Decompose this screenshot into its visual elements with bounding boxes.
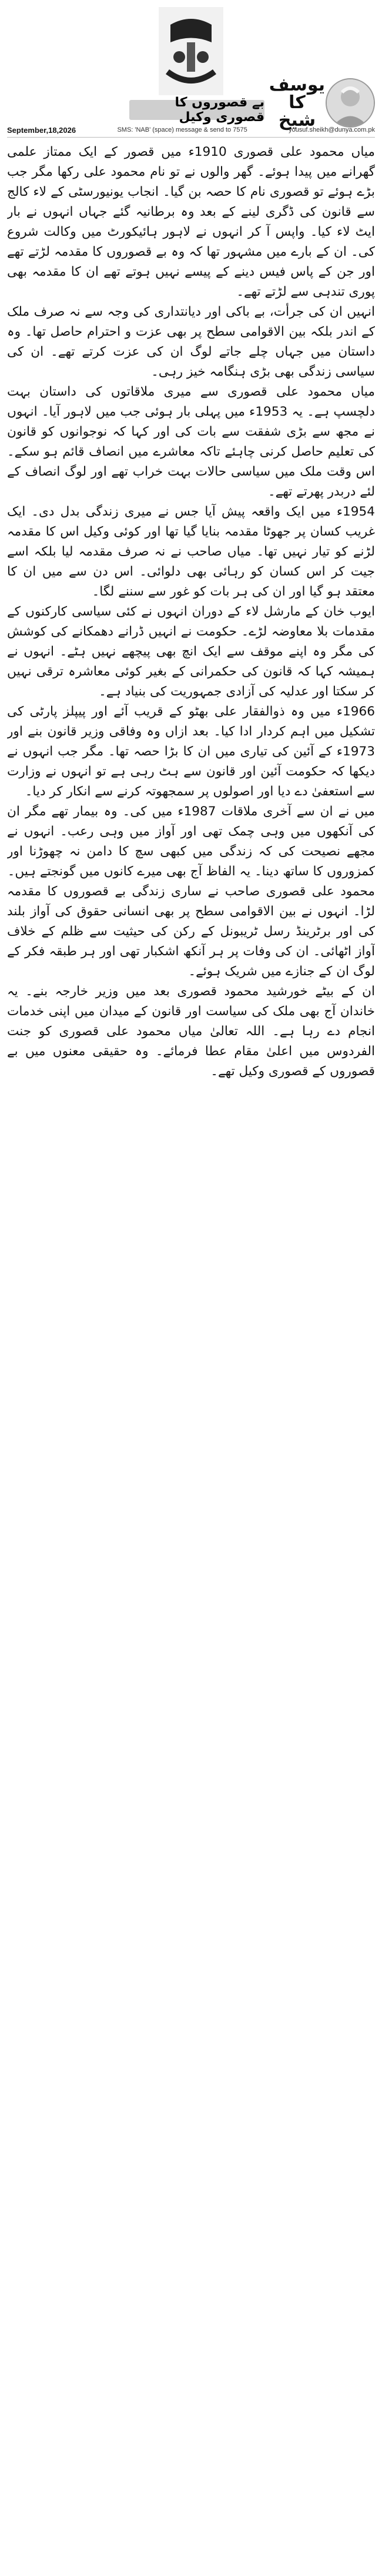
- header-divider: [7, 137, 375, 138]
- author-email: yousuf.sheikh@dunya.com.pk: [289, 126, 375, 133]
- article-paragraph: محمود علی قصوری صاحب نے ساری زندگی بے قصوروں کا مقدمہ لڑا۔ انہوں نے بین الاقوامی سطح پر بھی انسانی حقوق کی آواز بلند کی اور برٹرینڈ رسل ٹریبونل کے رکن کی حیثیت سے ظلم کے خلاف آواز اٹھائی۔ ان کی وفات پر ہر آنکھ اشکبار تھی اور ہر طبقہ فکر کے لوگ ان کے جنازے میں شریک ہوئے۔: [7, 884, 375, 979]
- author-name: یوسف کا شیخ: [269, 75, 325, 131]
- article-paragraph: 1954ء میں ایک واقعہ پیش آیا جس نے میری زندگی بدل دی۔ ایک غریب کسان پر جھوٹا مقدمہ بنایا گیا تھا اور کوئی وکیل اس کا مقدمہ لڑنے کو تیار نہیں تھا۔ میاں صاحب نے نہ صرف مقدمہ لیا بلکہ اسے جیت کر اس کسان کو رہائی بھی دلوائی۔ اس دن سے میں ان کا معتقد ہو گیا اور ان کی ہر بات کو غور سے سننے لگا۔: [7, 504, 375, 599]
- masthead: [0, 0, 382, 135]
- newspaper-logo: [159, 7, 223, 95]
- article-body: [7, 142, 375, 2570]
- author-portrait: [326, 78, 375, 128]
- dunya-logo-icon: [159, 7, 223, 95]
- column-title: بے قصوروں کا قصوری وکیل: [175, 95, 264, 125]
- article-paragraph: ایوب خان کے مارشل لاء کے دوران انہوں نے کئی سیاسی کارکنوں کے مقدمات بلا معاوضہ لڑے۔ حکومت نے انہیں ڈرانے دھمکانے کی کوشش کی مگر وہ اپنے موقف سے ایک انچ بھی پیچھے نہیں ہٹے۔ انہوں نے ہمیشہ کہا کہ قانون کی حکمرانی کے بغیر کوئی معاشرہ ترقی نہیں کر سکتا اور عدلیہ کی آزادی جمہوریت کی بنیاد ہے۔: [7, 604, 375, 699]
- article-paragraph: 1966ء میں وہ ذوالفقار علی بھٹو کے قریب آئے اور پیپلز پارٹی کی تشکیل میں اہم کردار ادا کیا۔ بعد ازاں وہ وفاقی وزیر قانون بنے اور 1973ء کے آئین کی تیاری میں ان کا بڑا حصہ تھا۔ مگر جب انہوں نے دیکھا کہ حکومت آئین اور قانون سے ہٹ رہی ہے تو انہوں نے وزارت سے استعفیٰ دے دیا اور اصولوں پر سمجھوتہ کرنے سے انکار کر دیا۔: [7, 704, 375, 799]
- article-paragraph: میاں محمود علی قصوری سے میری ملاقاتوں کی داستان بہت دلچسپ ہے۔ یہ 1953ء میں پہلی بار ہوئی جب میں لاہور آیا۔ انہوں نے مجھ سے بڑی شفقت سے بات کی اور کہا کہ نوجوانوں کو قانون کی تعلیم حاصل کرنی چاہئے تاکہ معاشرے میں انصاف قائم ہو سکے۔ اس وقت ملک میں سیاسی حالات بہت خراب تھے اور لوگ انصاف کے لئے دربدر پھرتے تھے۔: [7, 384, 375, 499]
- publish-date: September,18,2026: [7, 125, 76, 135]
- article-paragraph: انہیں ان کی جرأت، بے باکی اور دیانتداری کی وجہ سے نہ صرف ملک کے اندر بلکہ بین الاقوامی سطح پر بھی عزت و احترام حاصل تھا۔ وہ داستان میں جہاں چلے جاتے لوگ ان کی عزت کرتے تھے۔ ان کی سیاسی زندگی بھی بڑی ہنگامہ خیز رہی۔: [7, 305, 375, 379]
- author-avatar-icon: [327, 79, 374, 126]
- info-line: [7, 125, 375, 135]
- sms-instructions: SMS: 'NAB' (space) message & send to 7575: [117, 126, 247, 133]
- article-paragraph: میاں محمود علی قصوری 1910ء میں قصور کے ایک ممتاز علمی گھرانے میں پیدا ہوئے۔ گھر والوں نے تو نام محمود علی رکھا مگر جب بڑے ہوئے تو قصوری نام کا حصہ بن گیا۔ انجاب یونیورسٹی کے لاء کالج سے قانون کی ڈگری لینے کے بعد وہ برطانیہ گئے جہاں انہوں نے بار ایٹ لاء کیا۔ واپس آ کر انہوں نے لاہور ہائیکورٹ میں وکالت شروع کی۔ ان کے بارے میں مشہور تھا کہ وہ بے قصوروں کا مقدمہ لڑتے تھے اور جن کے پاس فیس دینے کے پیسے نہیں ہوتے تھے ان کا مقدمہ بھی پوری تندہی سے لڑتے تھے۔: [7, 145, 375, 299]
- column-title-strip: [129, 95, 264, 125]
- article-paragraph: ان کے بیٹے خورشید محمود قصوری بعد میں وزیر خارجہ بنے۔ یہ خاندان آج بھی ملک کی سیاست اور قانون کے میدان میں اپنی خدمات انجام دے رہا ہے۔ اللہ تعالیٰ میاں محمود علی قصوری کو جنت الفردوس میں اعلیٰ مقام عطا فرمائے۔ وہ حقیقی معنوں میں بے قصوروں کے قصوری وکیل تھے۔: [7, 984, 375, 1079]
- article-paragraph: میں نے ان سے آخری ملاقات 1987ء میں کی۔ وہ بیمار تھے مگر ان کی آنکھوں میں وہی چمک تھی اور آواز میں وہی رعب۔ انہوں نے مجھے نصیحت کی کہ زندگی میں کبھی سچ کا دامن نہ چھوڑنا اور کمزوروں کا ساتھ دینا۔ یہ الفاظ آج بھی میرے کانوں میں گونجتے ہیں۔: [7, 804, 375, 879]
